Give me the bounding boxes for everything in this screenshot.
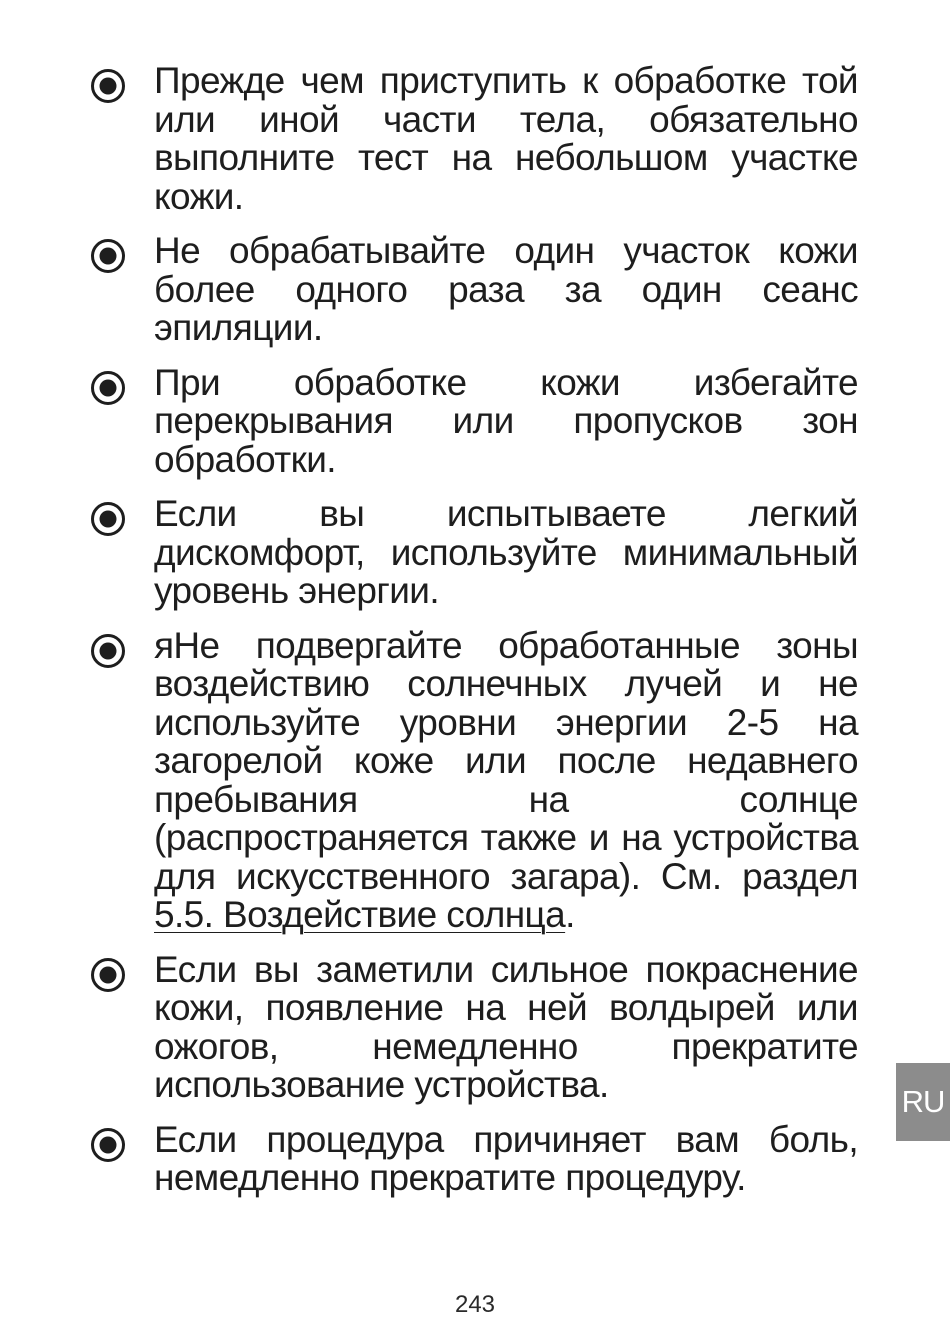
item-text: При обработке кожи избегайте перекрывания или пропусков зон обработки. bbox=[154, 361, 858, 480]
radio-bullet-icon bbox=[90, 957, 126, 993]
warning-list bbox=[88, 62, 858, 1214]
language-tab: RU bbox=[896, 1063, 950, 1141]
list-item bbox=[88, 624, 858, 935]
item-text bbox=[154, 624, 858, 935]
radio-bullet-icon bbox=[90, 238, 126, 274]
item-text: Прежде чем приступить к обработке той или иной части тела, обязательно выполните тест на небольшом участке кожи. bbox=[154, 60, 858, 217]
list-item bbox=[88, 495, 858, 611]
list-item bbox=[88, 62, 858, 216]
item-text: Если вы заметили сильное покраснение кожи, появление на ней волдырей или ожогов, немедленно прекратите использование устройства. bbox=[154, 948, 858, 1105]
radio-bullet-icon bbox=[90, 370, 126, 406]
list-item bbox=[88, 361, 858, 480]
list-item bbox=[88, 948, 858, 1105]
item-text: Если процедура причиняет вам боль, немедленно прекратите процедуру. bbox=[154, 1118, 858, 1198]
item-text: Не обрабатывайте один участок кожи более одного раза за один сеанс эпиляции. bbox=[154, 230, 858, 348]
radio-bullet-icon bbox=[90, 68, 126, 104]
radio-bullet-icon bbox=[90, 633, 126, 669]
radio-bullet-icon bbox=[90, 1127, 126, 1163]
page-number: 243 bbox=[454, 1291, 496, 1318]
item-text-end: . bbox=[565, 894, 575, 935]
list-item bbox=[88, 232, 858, 348]
section-reference-link[interactable]: 5.5. Воздействие солнца bbox=[154, 894, 566, 935]
list-item bbox=[88, 1118, 858, 1198]
item-text-body: яНе подвергайте обработанные зоны воздействию солнечных лучей и не используйте уровни энергии 2-5 на загорелой коже или после недавнего пребывания на солнце (распространяется также и на устройства для искусственного загара). См. раздел bbox=[154, 624, 858, 897]
radio-bullet-icon bbox=[90, 501, 126, 537]
item-text: Если вы испытываете легкий дискомфорт, используйте минимальный уровень энергии. bbox=[154, 493, 858, 611]
